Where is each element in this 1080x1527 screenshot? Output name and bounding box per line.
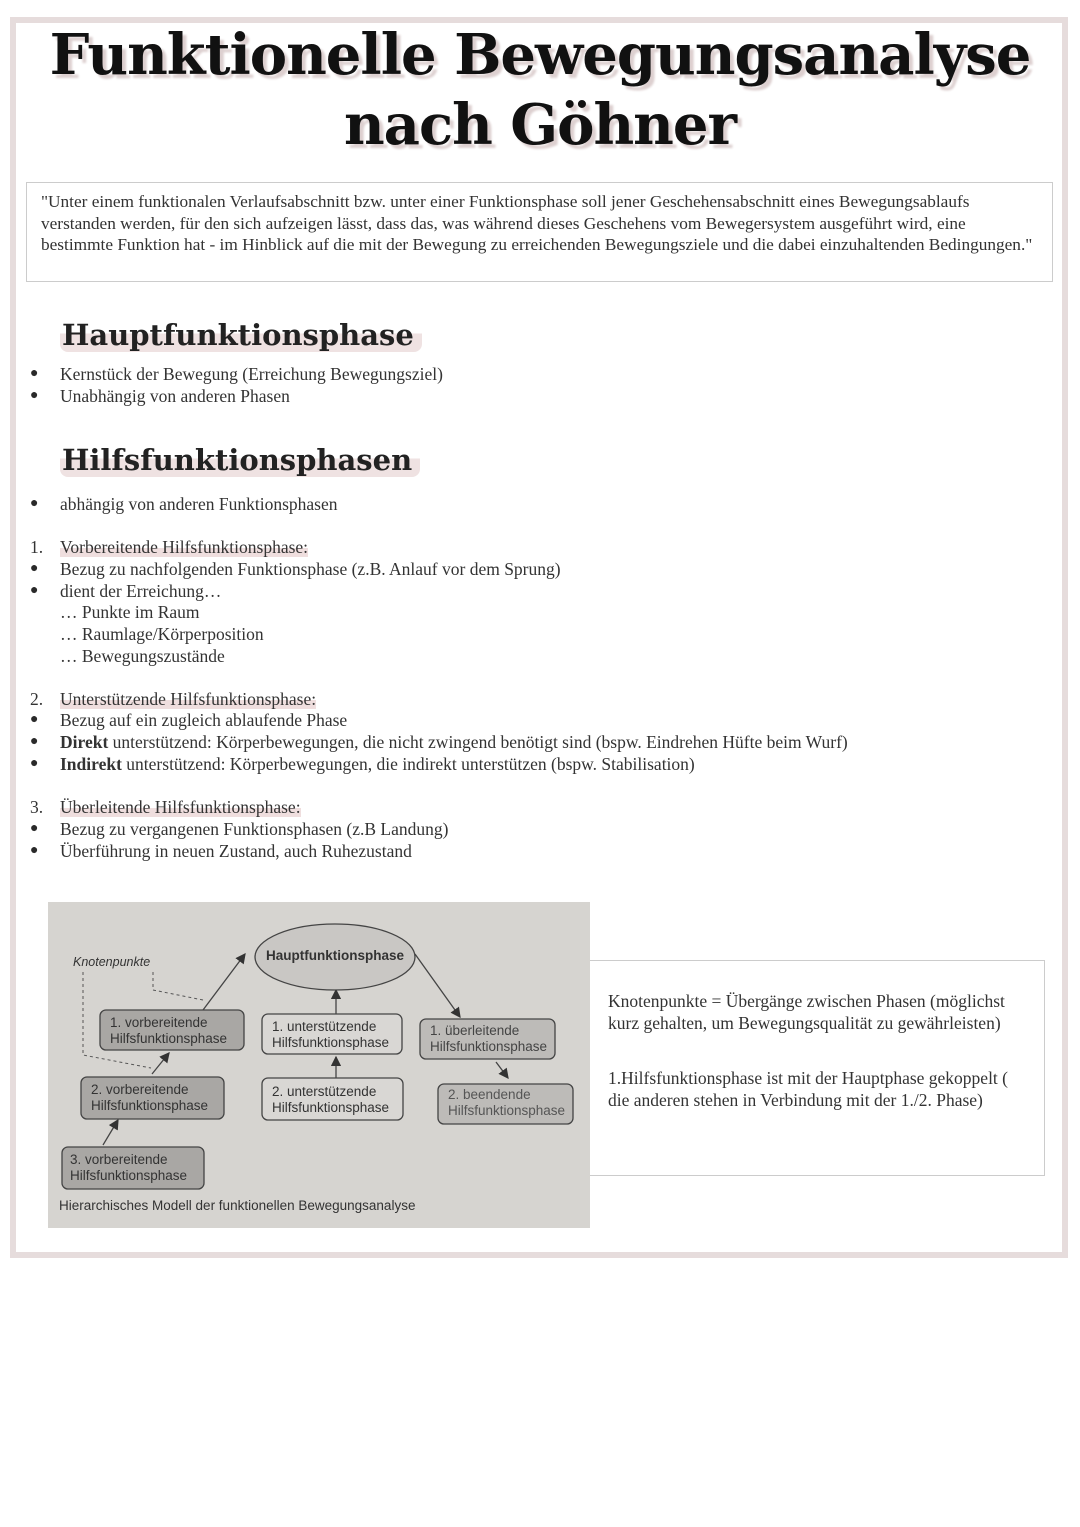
section-number: 1. bbox=[30, 537, 44, 557]
s1-item-1: Bezug zu nachfolgenden Funktionsphase (z.B. Anlauf vor dem Sprung) bbox=[60, 559, 561, 579]
note-knotenpunkte: Knotenpunkte = Übergänge zwischen Phasen (möglichst kurz gehalten, um Bewegungsqualität zu gewährleisten) bbox=[608, 991, 1005, 1033]
svg-text:Hilfsfunktionsphase: Hilfsfunktionsphase bbox=[70, 1168, 188, 1183]
svg-text:Hilfsfunktionsphase: Hilfsfunktionsphase bbox=[272, 1100, 390, 1115]
diagram-caption: Hierarchisches Modell der funktionellen Bewegungsanalyse bbox=[59, 1198, 416, 1213]
note-box bbox=[590, 960, 1045, 1176]
hauptfunktionsphase-node: Hauptfunktionsphase bbox=[265, 948, 405, 963]
node-u1: 1. unterstützende bbox=[272, 1019, 377, 1034]
bullet: ● bbox=[30, 756, 39, 771]
hierarchy-diagram bbox=[48, 902, 590, 1228]
title-line-1: Funktionelle Bewegungsanalyse bbox=[49, 22, 1031, 88]
heading-hilfsfunktionsphasen: Hilfsfunktionsphasen bbox=[60, 443, 420, 477]
svg-text:Hilfsfunktionsphase: Hilfsfunktionsphase bbox=[272, 1035, 390, 1050]
svg-text:Hilfsfunktionsphase: Hilfsfunktionsphase bbox=[448, 1103, 566, 1118]
node-u2: 2. unterstützende bbox=[272, 1084, 377, 1099]
bullet: ● bbox=[30, 561, 39, 576]
section-number: 3. bbox=[30, 797, 44, 817]
section-2-title: Unterstützende Hilfsfunktionsphase: bbox=[60, 689, 317, 709]
node-v3: 3. vorbereitende bbox=[70, 1152, 168, 1167]
s2-item-1: Bezug auf ein zugleich ablaufende Phase bbox=[60, 710, 348, 730]
bullet: ● bbox=[30, 388, 39, 403]
s1-sub-1: … Punkte im Raum bbox=[60, 602, 200, 622]
knotenpunkte-label: Knotenpunkte bbox=[73, 955, 151, 969]
svg-text:Hilfsfunktionsphase: Hilfsfunktionsphase bbox=[110, 1031, 228, 1046]
haupt-item-1: Kernstück der Bewegung (Erreichung Bewegungsziel) bbox=[60, 364, 443, 384]
note-kopplung: 1.Hilfsfunktionsphase ist mit der Hauptphase gekoppelt ( die anderen stehen in Verbindung mit der 1./2. Phase) bbox=[608, 1068, 1008, 1111]
section-1-title: Vorbereitende Hilfsfunktionsphase: bbox=[60, 537, 309, 557]
bullet: ● bbox=[30, 843, 39, 858]
haupt-item-2: Unabhängig von anderen Phasen bbox=[60, 386, 290, 406]
hilfs-intro: abhängig von anderen Funktionsphasen bbox=[60, 494, 338, 514]
svg-text:Hilfsfunktionsphase: Hilfsfunktionsphase bbox=[430, 1039, 548, 1054]
bullet: ● bbox=[30, 496, 39, 511]
s3-item-1: Bezug zu vergangenen Funktionsphasen (z.B Landung) bbox=[60, 819, 449, 839]
s2-item-2: Direkt unterstützend: Körperbewegungen, die nicht zwingend benötigt sind (bspw. Eindrehen Hüfte beim Wurf) bbox=[60, 732, 848, 752]
bullet: ● bbox=[30, 366, 39, 381]
node-be2: 2. beendende bbox=[448, 1087, 531, 1102]
s1-item-2: dient der Erreichung… bbox=[60, 581, 222, 601]
bullet: ● bbox=[30, 583, 39, 598]
s2-item-3: Indirekt unterstützend: Körperbewegungen, die indirekt unterstützen (bspw. Stabilisation) bbox=[60, 754, 695, 774]
title-line-2: nach Göhner bbox=[343, 92, 737, 158]
heading-hauptfunktionsphase: Hauptfunktionsphase bbox=[60, 318, 422, 352]
bullet: ● bbox=[30, 734, 39, 749]
s1-sub-3: … Bewegungszustände bbox=[60, 646, 225, 666]
node-v2: 2. vorbereitende bbox=[91, 1082, 189, 1097]
node-v1: 1. vorbereitende bbox=[110, 1015, 208, 1030]
s1-sub-2: … Raumlage/Körperposition bbox=[60, 624, 264, 644]
definition-quote: "Unter einem funktionalen Verlaufsabschnitt bzw. unter einer Funktionsphase soll jener Geschehensabschnitt eines Bewegungsablaufs verstanden werden, für den sich aufzeigen lässt, dass das, was während dieses Geschehens vom Bewegersystem ausgeführt wird, eine bestimmte Funktion hat - im Hinblick auf die mit der Bewegung zu erreichenden Bewegungsziele und die dabei einzuhaltenden Bedingungen." bbox=[26, 182, 1053, 282]
svg-text:Hilfsfunktionsphase: Hilfsfunktionsphase bbox=[91, 1098, 209, 1113]
bullet: ● bbox=[30, 712, 39, 727]
bullet: ● bbox=[30, 821, 39, 836]
node-ue1: 1. überleitende bbox=[430, 1023, 520, 1038]
section-number: 2. bbox=[30, 689, 44, 709]
s3-item-2: Überführung in neuen Zustand, auch Ruhezustand bbox=[60, 841, 412, 861]
section-3-title: Überleitende Hilfsfunktionsphase: bbox=[60, 797, 301, 817]
